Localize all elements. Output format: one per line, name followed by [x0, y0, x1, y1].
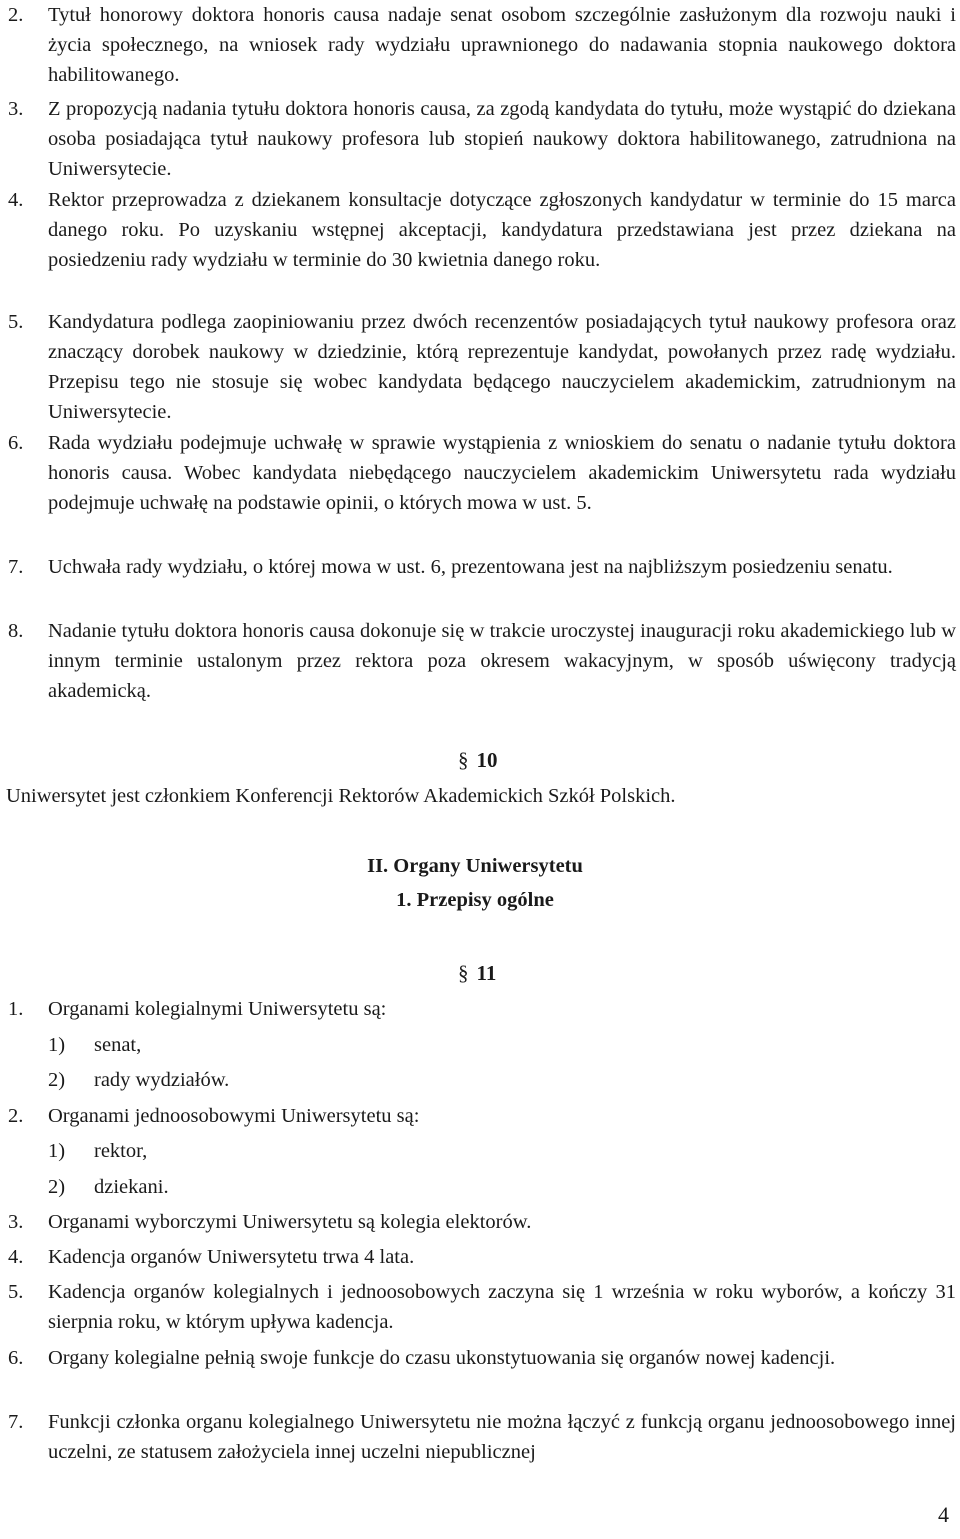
item-number: 3.: [8, 1211, 24, 1233]
item-text: Funkcji członka organu kolegialnego Uniwersytetu nie można łączyć z funkcją organu jednoosobowego innej uczelni, ze statusem założyciela innej uczelni niepublicznej: [48, 1411, 956, 1463]
page-number: 4: [938, 1502, 949, 1527]
item-number: 3.: [8, 98, 24, 120]
chapter-subtitle: 1. Przepisy ogólne: [396, 889, 554, 911]
paragraph-item-7: [8, 552, 956, 582]
item-text: Organy kolegialne pełnią swoje funkcje do czasu ukonstytuowania się organów nowej kadencji.: [48, 1347, 836, 1369]
sub-item-text: rektor,: [94, 1140, 148, 1162]
item-text: Uchwała rady wydziału, o której mowa w ust. 6, prezentowana jest na najbliższym posiedzeniu senatu.: [48, 556, 893, 578]
sub-item-rektor: [48, 1136, 648, 1166]
item-number: 4.: [8, 189, 24, 211]
item-number: 2.: [8, 4, 24, 26]
sub-item-number: 1): [48, 1140, 66, 1162]
section-number: 10: [476, 748, 498, 772]
section-11-item-5: [8, 1277, 956, 1337]
section-11-item-1: [8, 994, 956, 1024]
paragraph-item-6: [8, 428, 956, 518]
item-number: 1.: [8, 998, 24, 1020]
section-10-text: Uniwersytet jest członkiem Konferencji Rektorów Akademickich Szkół Polskich.: [6, 785, 676, 807]
section-heading-11: [458, 958, 496, 988]
section-number: 11: [476, 961, 497, 985]
section-11-item-4: [8, 1242, 956, 1272]
item-number: 6.: [8, 1347, 24, 1369]
item-number: 5.: [8, 311, 24, 333]
sub-item-number: 2): [48, 1176, 66, 1198]
sub-item-number: 2): [48, 1069, 66, 1091]
item-text: Tytuł honorowy doktora honoris causa nadaje senat osobom szczególnie zasłużonym dla rozwoju nauki i życia społecznego, na wniosek rady wydziału uprawnionego do nadawania stopnia naukowego doktora habilitowanego.: [48, 4, 956, 86]
item-text: Organami jednoosobowymi Uniwersytetu są:: [48, 1105, 420, 1127]
item-text: Rektor przeprowadza z dziekanem konsultacje dotyczące zgłoszonych kandydatur w terminie do 15 marca danego roku. Po uzyskaniu wstępnej akceptacji, kandydatura przedstawiana jest przez dziekana na posiedzeniu rady wydziału w terminie do 30 kwietnia danego roku.: [48, 189, 956, 271]
item-text: Organami wyborczymi Uniwersytetu są kolegia elektorów.: [48, 1211, 532, 1233]
item-number: 8.: [8, 620, 24, 642]
item-text: Rada wydziału podejmuje uchwałę w sprawie wystąpienia z wnioskiem do senatu o nadanie tytułu doktora honoris causa. Wobec kandydata niebędącego nauczycielem akademickim Uniwersytetu rada wydziału podejmuje uchwałę na podstawie opinii, o których mowa w ust. 5.: [48, 432, 956, 514]
section-11-item-7: [8, 1407, 956, 1467]
sub-item-number: 1): [48, 1034, 66, 1056]
sub-item-rady-wydzialow: [48, 1065, 648, 1095]
sub-item-dziekani: [48, 1172, 648, 1202]
item-number: 2.: [8, 1105, 24, 1127]
section-symbol: §: [458, 961, 469, 985]
sub-item-senat: [48, 1030, 648, 1060]
item-text: Organami kolegialnymi Uniwersytetu są:: [48, 998, 387, 1020]
sub-item-text: dziekani.: [94, 1176, 169, 1198]
paragraph-item-4: [8, 185, 956, 275]
section-11-item-3: [8, 1207, 956, 1237]
chapter-title: II. Organy Uniwersytetu: [367, 855, 583, 877]
paragraph-item-2: [8, 0, 956, 90]
item-number: 7.: [8, 1411, 24, 1433]
item-number: 6.: [8, 432, 24, 454]
section-11-item-2: [8, 1101, 956, 1131]
section-heading-10: [458, 745, 498, 775]
item-text: Nadanie tytułu doktora honoris causa dokonuje się w trakcie uroczystej inauguracji roku akademickiego lub w innym terminie ustalonym przez rektora poza okresem wakacyjnym, w sposób uświęcony tradycją akademicką.: [48, 620, 956, 702]
item-text: Z propozycją nadania tytułu doktora honoris causa, za zgodą kandydata do tytułu, może wystąpić do dziekana osoba posiadająca tytuł naukowy profesora lub stopień naukowy doktora habilitowanego, zatrudniona na Uniwersytecie.: [48, 98, 956, 180]
item-text: Kadencja organów Uniwersytetu trwa 4 lata.: [48, 1246, 415, 1268]
section-11-item-6: [8, 1343, 956, 1373]
paragraph-item-5: [8, 307, 956, 427]
item-number: 7.: [8, 556, 24, 578]
paragraph-item-3: [8, 94, 956, 184]
item-number: 4.: [8, 1246, 24, 1268]
item-number: 5.: [8, 1281, 24, 1303]
paragraph-item-8: [8, 616, 956, 706]
sub-item-text: senat,: [94, 1034, 142, 1056]
item-text: Kandydatura podlega zaopiniowaniu przez dwóch recenzentów posiadających tytuł naukowy profesora oraz znaczący dorobek naukowy w dziedzinie, którą reprezentuje kandydat, powołanych przez radę wydziału. Przepisu tego nie stosuje się wobec kandydata będącego nauczycielem akademickim, zatrudnionym na Uniwersytecie.: [48, 311, 956, 423]
sub-item-text: rady wydziałów.: [94, 1069, 230, 1091]
item-text: Kadencja organów kolegialnych i jednoosobowych zaczyna się 1 września w roku wyborów, a kończy 31 sierpnia roku, w którym upływa kadencja.: [48, 1281, 956, 1333]
section-symbol: §: [458, 748, 469, 772]
